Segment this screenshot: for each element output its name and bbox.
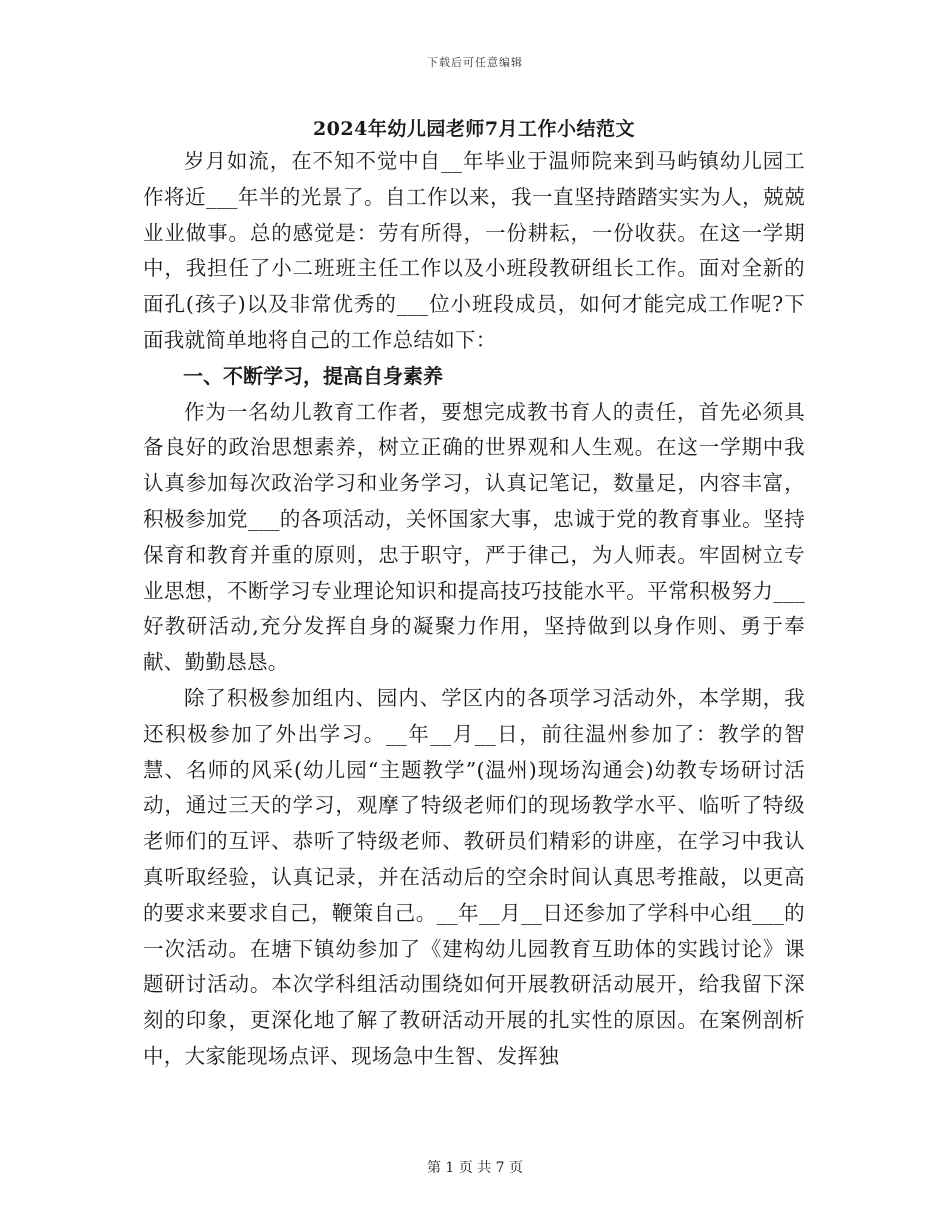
document-title: 2024年幼儿园老师7月工作小结范文 [312,118,636,140]
intro-paragraph: 岁月如流，在不知不觉中自__年毕业于温师院来到马屿镇幼儿园工作将近___年半的光景了。自工作以来，我一直坚持踏踏实实为人，兢兢业业做事。总的感觉是：劳有所得，一份耕耘，一份收获。在这一学期中，我担任了小二班班主任工作以及小班段教研组长工作。面对全新的面孔(孩子)以及非常优秀的___位小班段成员，如何才能完成工作呢?下面我就简单地将自己的工作总结如下： [143,149,805,352]
header-note: 下载后可任意编辑 [427,56,523,69]
document-body [143,116,805,1075]
section-heading: 一、不断学习，提高自身素养 [183,363,443,388]
body-paragraph: 作为一名幼儿教育工作者，要想完成教书育人的责任，首先必须具备良好的政治思想素养，树立正确的世界观和人生观。在这一学期中我认真参加每次政治学习和业务学习，认真记笔记，数量足，内容丰富，积极参加党___的各项活动，关怀国家大事，忠诚于党的教育事业。坚持保育和教育并重的原则，忠于职守，严于律己，为人师表。牢固树立专业思想，不断学习专业理论知识和提高技巧技能水平。平常积极努力___好教研活动,充分发挥自身的凝聚力作用，坚持做到以身作则、勇于奉献、勤勤恳恳。 [143,399,805,675]
page-number: 第 1 页 共 7 页 [426,1160,524,1176]
body-paragraph: 除了积极参加组内、园内、学区内的各项学习活动外，本学期，我还积极参加了外出学习。__年__月__日，前往温州参加了：教学的智慧、名师的风采(幼儿园“主题教学”(温州)现场沟通会)幼教专场研讨活动，通过三天的学习，观摩了特级老师们的现场教学水平、临听了特级老师们的互评、恭听了特级老师、教研员们精彩的讲座，在学习中我认真听取经验，认真记录，并在活动后的空余时间认真思考推敲，以更高的要求来要求自己，鞭策自己。__年__月__日还参加了学科中心组___的一次活动。在塘下镇幼参加了《建构幼儿园教育互助体的实践讨论》课题研讨活动。本次学科组活动围绕如何开展教研活动展开，给我留下深刻的印象，更深化地了解了教研活动开展的扎实性的原因。在案例剖析中，大家能现场点评、现场急中生智、发挥独 [143,685,805,1068]
